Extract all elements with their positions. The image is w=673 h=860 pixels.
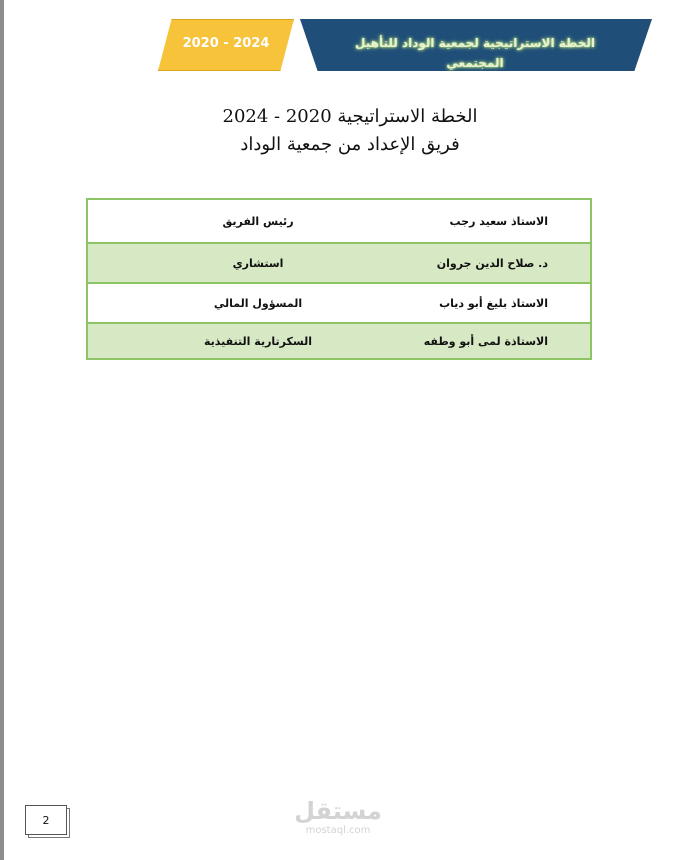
member-role: المسؤول المالي [213,296,303,310]
page-number: 2 [25,805,67,835]
member-name: الاستاذة لمى أبو وطفه [423,334,548,348]
table-row [88,244,590,284]
table-row [88,284,590,324]
watermark-logo [292,797,384,837]
header-years-text: 2020 - 2024 [182,36,270,51]
header-title-text: الخطة الاستراتيجية لجمعية الوداد للتأهيل المجتمعي [355,36,595,70]
page-title: الخطة الاستراتيجية 2020 - 2024 [222,106,478,127]
page-edge [0,0,4,860]
page-subtitle: فريق الإعداد من جمعية الوداد [240,134,460,155]
member-role: السكرتارية التنفيذية [204,334,313,348]
table-row [88,324,590,358]
member-role: رئيس الفريق [222,214,294,228]
team-table [86,198,592,360]
member-role: استشاري [232,256,284,270]
watermark-latin: mostaql.com [305,825,371,836]
member-name: الاستاذ بليغ أبو دياب [439,296,548,310]
member-name: الاستاذ سعيد رجب [449,214,548,228]
watermark-arabic: مستقل [294,797,382,825]
table-row [88,200,590,244]
member-name: د. صلاح الدين جروان [436,256,548,270]
